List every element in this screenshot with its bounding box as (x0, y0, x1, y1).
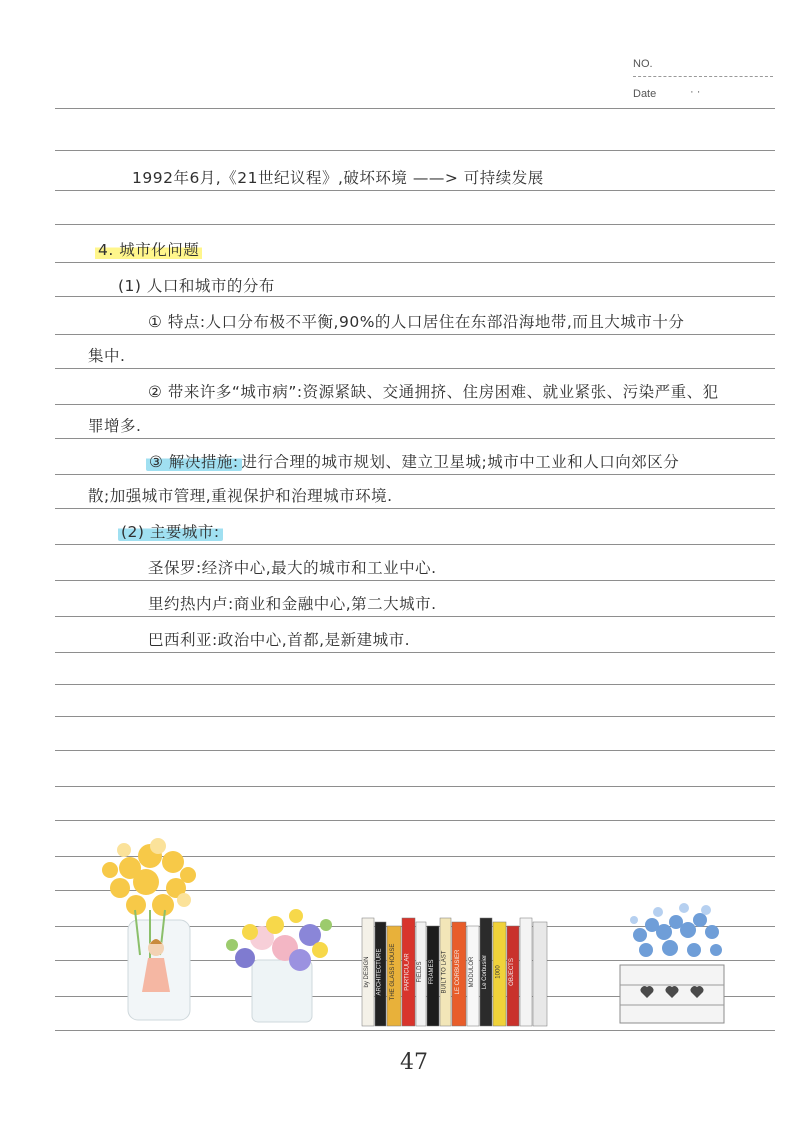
no-label: NO. (633, 58, 653, 70)
book-spine-title: THE GLASS HOUSE (390, 943, 396, 1001)
flower-vase-illustration (226, 909, 332, 1022)
book-spine (520, 918, 532, 1026)
point-1-label: ① 特点: (148, 313, 206, 331)
book-spine-title: LE CORBUSIER (455, 949, 461, 995)
point-1-continued: 集中. (88, 347, 126, 365)
point-1-text: 人口分布极不平衡,90%的人口居住在东部沿海地带,而且大城市十分 (205, 313, 685, 331)
point-2-label: ② 带来许多“城市病”: (148, 383, 303, 401)
lavender-crate-illustration (620, 903, 724, 1023)
yellow-flower-jar-illustration (102, 838, 196, 1020)
point-2-continued: 罪增多. (88, 417, 142, 435)
book-spine-title: FIELDS (417, 961, 423, 983)
book-spine-title: BUILT TO LAST (441, 950, 448, 994)
page-number: 47 (400, 1050, 428, 1075)
date-label: Date (633, 88, 657, 100)
book-spine-title: ARCHITECTURE (376, 948, 383, 996)
city-sao-paulo: 圣保罗:经济中心,最大的城市和工业中心. (148, 559, 437, 577)
subheading-1: (1) 人口和城市的分布 (118, 277, 275, 295)
book-spine-title: FRAMES (429, 959, 435, 985)
note-line-1: 1992年6月,《21世纪议程》,破坏环境 ——> 可持续发展 (132, 169, 544, 187)
book-spine-title: by DESIGN (364, 956, 370, 988)
point-3-text: 进行合理的城市规划、建立卫星城;城市中工业和人口向郊区分 (241, 453, 680, 471)
bookshelf-illustration (362, 918, 547, 1026)
book-spine-title: Le Corbusier (482, 954, 488, 990)
point-3-label: ③ 解决措施: (146, 453, 242, 471)
subheading-2-text: (2) 主要城市: (118, 523, 223, 541)
book-spine-title: 1000 (495, 965, 502, 979)
city-brasilia: 巴西利亚:政治中心,首都,是新建城市. (148, 631, 411, 649)
book-spine-title: MODULOR (469, 956, 475, 988)
point-3-continued: 散;加强城市管理,重视保护和治理城市环境. (88, 487, 393, 505)
book-spine-title: PARTICULAR (404, 953, 411, 991)
section-heading-text: 4. 城市化问题 (95, 241, 202, 259)
date-value: · · (690, 86, 701, 98)
book-spine-title: OBJECTS (509, 958, 515, 986)
point-2-text: 资源紧缺、交通拥挤、住房困难、就业紧张、污染严重、犯 (302, 383, 719, 401)
city-rio: 里约热内卢:商业和金融中心,第二大城市. (148, 595, 437, 613)
book-spine (533, 922, 547, 1026)
